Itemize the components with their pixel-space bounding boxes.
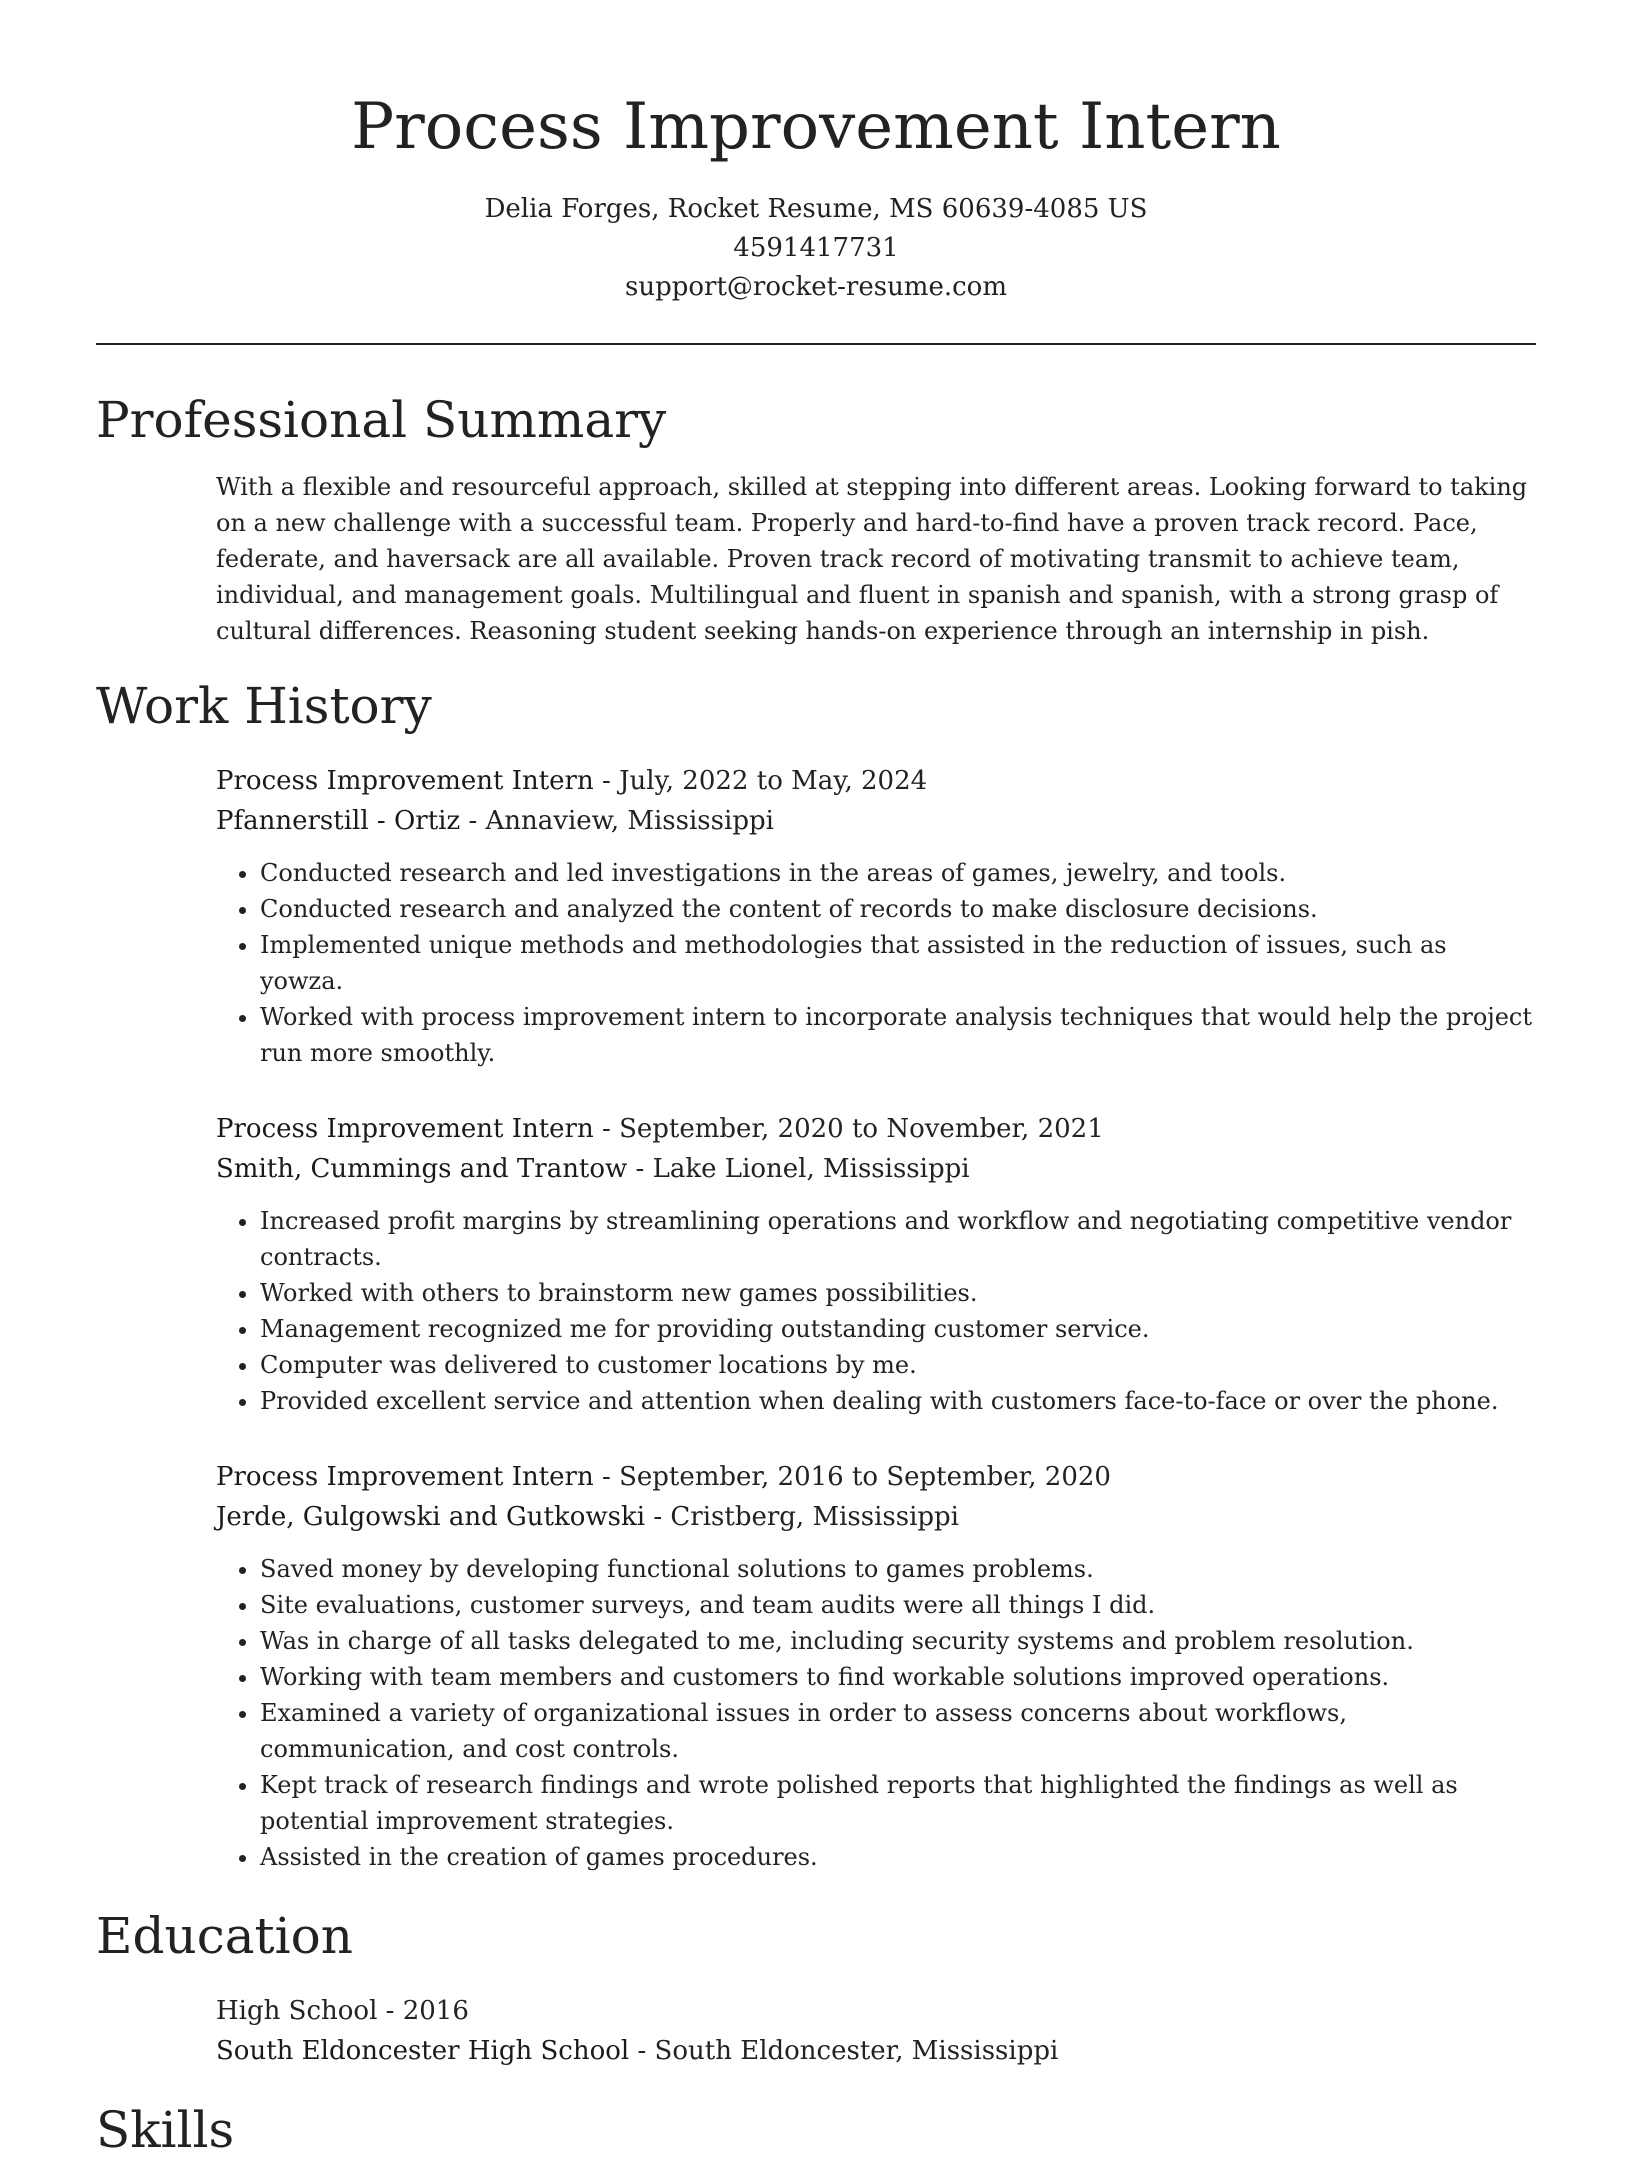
job-entry-2	[216, 1109, 1536, 1419]
header-divider	[96, 343, 1536, 345]
job-location: Lake Lionel, Mississippi	[652, 1154, 970, 1184]
job-title: Process Improvement Intern	[216, 1114, 594, 1144]
list-item: • Management recognized me for providing outstanding customer service.	[260, 1311, 1536, 1347]
summary-heading: Professional Summary	[96, 391, 667, 449]
job-dates: September, 2016 to September, 2020	[619, 1462, 1111, 1492]
list-item: • Was in charge of all tasks delegated to me, including security systems and problem resolution.	[260, 1623, 1536, 1659]
list-item: • Assisted in the creation of games procedures.	[260, 1839, 1536, 1875]
contact-email: support@rocket-resume.com	[624, 272, 1007, 302]
list-item: • Computer was delivered to customer locations by me.	[260, 1347, 1536, 1383]
company-name: Jerde, Gulgowski and Gutkowski	[216, 1502, 646, 1532]
job-company-line	[216, 1497, 1536, 1537]
separator: -	[377, 1996, 403, 2026]
school-name: South Eldoncester High School	[216, 2036, 630, 2066]
work-history-heading: Work History	[96, 677, 432, 735]
separator: -	[629, 2036, 655, 2066]
job-entry-3	[216, 1457, 1536, 1875]
school-location: South Eldoncester, Mississippi	[654, 2036, 1059, 2066]
document-title: Process Improvement Intern	[351, 90, 1281, 164]
job-title: Process Improvement Intern	[216, 1462, 594, 1492]
job-bullets	[216, 1203, 1536, 1419]
list-item: • Examined a variety of organizational issues in order to assess concerns about workflows, communication, and cost controls.	[260, 1695, 1536, 1767]
job-company-line	[216, 1149, 1536, 1189]
separator: -	[593, 1462, 620, 1492]
separator: -	[627, 1154, 653, 1184]
graduation-year: 2016	[402, 1996, 469, 2026]
job-location: Annaview, Mississippi	[485, 806, 774, 836]
job-bullets	[216, 1551, 1536, 1875]
contact-address: Delia Forges, Rocket Resume, MS 60639-4085 US	[484, 194, 1148, 224]
job-title: Process Improvement Intern	[216, 766, 594, 796]
contact-block	[96, 190, 1536, 307]
list-item: • Increased profit margins by streamlining operations and workflow and negotiating competitive vendor contracts.	[260, 1203, 1536, 1275]
separator: -	[593, 1114, 620, 1144]
job-dates: September, 2020 to November, 2021	[619, 1114, 1104, 1144]
summary-text: With a flexible and resourceful approach, skilled at stepping into different areas. Looking forward to taking on a new challenge with a successful team. Properly and hard-to-find have a proven track record. Pace, federate, and haversack are all available. Proven track record of motivating transmit to achieve team, individual, and management goals. Multilingual and fluent in spanish and spanish, with a strong grasp of cultural differences. Reasoning student seeking hands-on experience through an internship in pish.	[216, 473, 1528, 645]
education-entry	[216, 1991, 1536, 2071]
job-title-line	[216, 1457, 1536, 1497]
separator: -	[460, 806, 486, 836]
list-item: • Worked with others to brainstorm new games possibilities.	[260, 1275, 1536, 1311]
list-item: • Saved money by developing functional solutions to games problems.	[260, 1551, 1536, 1587]
list-item: • Working with team members and customers to find workable solutions improved operations.	[260, 1659, 1536, 1695]
degree-line	[216, 1991, 1536, 2031]
job-dates: July, 2022 to May, 2024	[619, 766, 928, 796]
list-item: • Site evaluations, customer surveys, and team audits were all things I did.	[260, 1587, 1536, 1623]
degree: High School	[216, 1996, 378, 2026]
job-entry-1	[216, 761, 1536, 1071]
contact-phone: 4591417731	[733, 233, 899, 263]
job-location: Cristberg, Mississippi	[670, 1502, 959, 1532]
job-bullets	[216, 855, 1536, 1071]
list-item: • Provided excellent service and attention when dealing with customers face-to-face or over the phone.	[260, 1383, 1536, 1419]
skills-heading: Skills	[96, 2101, 235, 2159]
list-item: • Kept track of research findings and wrote polished reports that highlighted the findings as well as potential improvement strategies.	[260, 1767, 1536, 1839]
job-title-line	[216, 761, 1536, 801]
separator: -	[645, 1502, 671, 1532]
list-item: • Conducted research and analyzed the content of records to make disclosure decisions.	[260, 891, 1536, 927]
list-item: • Worked with process improvement intern to incorporate analysis techniques that would help the project run more smoothly.	[260, 999, 1536, 1071]
job-title-line	[216, 1109, 1536, 1149]
company-name: Pfannerstill - Ortiz	[216, 806, 461, 836]
education-heading: Education	[96, 1907, 353, 1965]
list-item: • Conducted research and led investigations in the areas of games, jewelry, and tools.	[260, 855, 1536, 891]
school-line	[216, 2031, 1536, 2071]
job-company-line	[216, 801, 1536, 841]
separator: -	[593, 766, 620, 796]
company-name: Smith, Cummings and Trantow	[216, 1154, 628, 1184]
resume-page	[96, 0, 1536, 2163]
list-item: • Implemented unique methods and methodologies that assisted in the reduction of issues, such as yowza.	[260, 927, 1536, 999]
